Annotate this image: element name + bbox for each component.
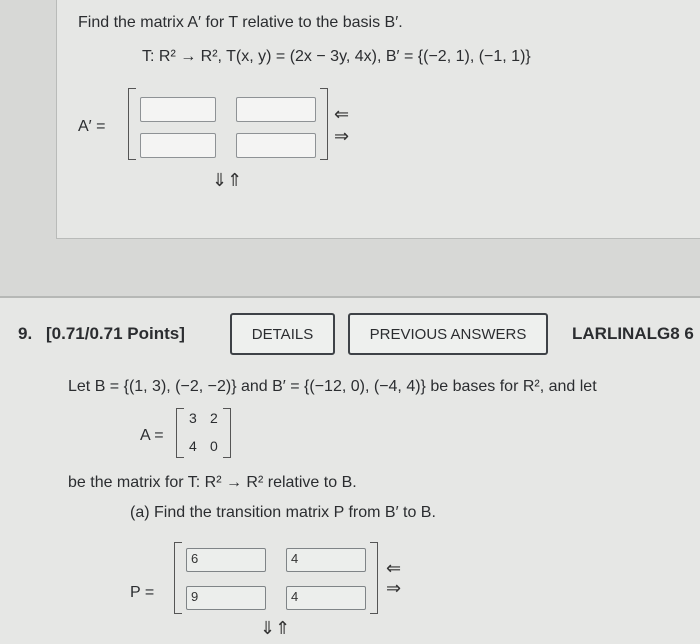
matrix-p-left-bracket (174, 542, 182, 614)
a-prime-cell-11[interactable] (140, 97, 216, 122)
bases-statement: Let B = {(1, 3), (−2, −2)} and B′ = {(−12, 0), (−4, 4)} be bases for R², and let (68, 378, 597, 395)
matrix-a-prime-label: A′ = (78, 118, 106, 135)
matrix-a-12: 2 (210, 410, 218, 426)
a-prime-cell-21[interactable] (140, 133, 216, 158)
matrix-left-bracket (128, 88, 136, 160)
p-swap-rows-left-arrow-icon[interactable]: ⇐ (386, 558, 402, 578)
matrix-p-right-bracket (370, 542, 378, 614)
transformation-definition: T: R² → R², T(x, y) = (2x − 3y, 4x), B′ = {(−2, 1), (−1, 1)} (142, 48, 531, 65)
matrix-a-label: A = (140, 427, 164, 444)
p-cell-22[interactable]: 4 (286, 586, 366, 610)
matrix-a-11: 3 (189, 410, 197, 426)
matrix-p-label: P = (130, 584, 155, 601)
p-cell-11[interactable]: 6 (186, 548, 266, 572)
p-cell-21[interactable]: 9 (186, 586, 266, 610)
matrix-right-bracket (320, 88, 328, 160)
matrix-a-left-bracket (176, 408, 184, 458)
question-number: 9. (18, 324, 33, 343)
swap-rows-right-arrow-icon[interactable]: ⇒ (334, 126, 350, 146)
details-button[interactable]: DETAILS (230, 313, 335, 355)
p-cell-12[interactable]: 4 (286, 548, 366, 572)
p-swap-rows-right-arrow-icon[interactable]: ⇒ (386, 578, 402, 598)
matrix-a-21: 4 (189, 438, 197, 454)
part-a-prompt: (a) Find the transition matrix P from B′ to B. (130, 504, 436, 521)
question-points: [0.71/0.71 Points] (46, 324, 185, 343)
previous-answers-button[interactable]: PREVIOUS ANSWERS (348, 313, 548, 355)
matrix-a-22: 0 (210, 438, 218, 454)
matrix-relative-statement: be the matrix for T: R² → R² relative to B. (68, 474, 357, 491)
course-code: LARLINALG8 6 (572, 324, 694, 343)
matrix-a-right-bracket (223, 408, 231, 458)
swap-columns-arrow-icon[interactable]: ⇓⇑ (212, 170, 243, 190)
p-swap-columns-arrow-icon[interactable]: ⇓⇑ (260, 618, 291, 638)
swap-rows-left-arrow-icon[interactable]: ⇐ (334, 104, 350, 124)
a-prime-cell-22[interactable] (236, 133, 316, 158)
a-prime-cell-12[interactable] (236, 97, 316, 122)
question-prompt: Find the matrix A′ for T relative to the basis B′. (78, 14, 403, 31)
